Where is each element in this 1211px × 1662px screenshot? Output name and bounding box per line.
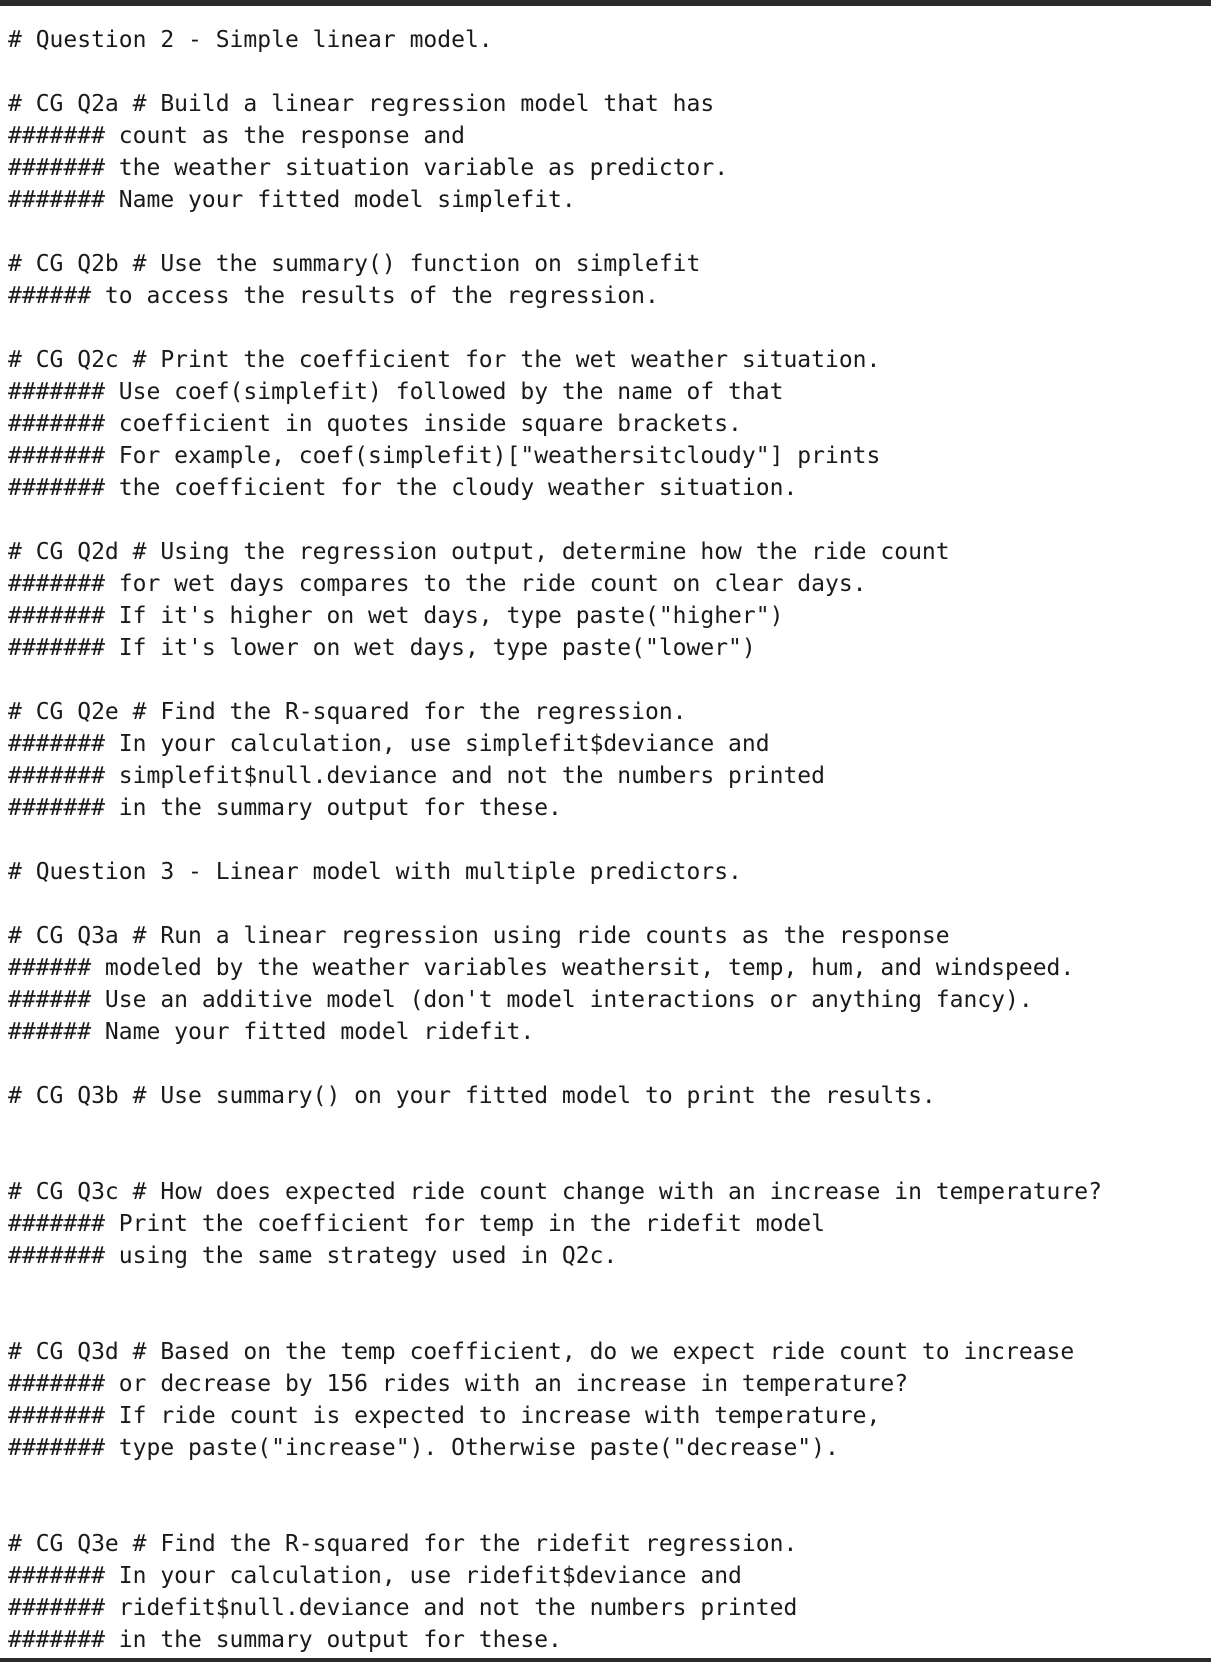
code-line[interactable]: ####### count as the response and [8,123,465,149]
code-line[interactable]: ####### type paste("increase"). Otherwise paste("decrease"). [8,1435,839,1461]
code-line[interactable]: # CG Q3c # How does expected ride count change with an increase in temperature? [8,1179,1102,1205]
code-line[interactable]: ####### in the summary output for these. [8,795,562,821]
blank-line[interactable] [8,56,1203,88]
code-line[interactable]: # Question 3 - Linear model with multiple predictors. [8,859,742,885]
blank-line[interactable] [8,664,1203,696]
code-line[interactable]: ####### for wet days compares to the ride count on clear days. [8,571,867,597]
window-top-border [0,0,1211,6]
blank-line[interactable] [8,1048,1203,1080]
code-line[interactable]: ####### coefficient in quotes inside square brackets. [8,411,742,437]
blank-line[interactable] [8,216,1203,248]
code-line[interactable]: ###### Name your fitted model ridefit. [8,1019,535,1045]
code-line[interactable]: ####### In your calculation, use ridefit$deviance and [8,1563,742,1589]
code-line[interactable]: ####### If ride count is expected to increase with temperature, [8,1403,881,1429]
blank-line[interactable] [8,1304,1203,1336]
code-line[interactable]: ####### In your calculation, use simplefit$deviance and [8,731,770,757]
code-line[interactable]: ####### simplefit$null.deviance and not the numbers printed [8,763,825,789]
code-line[interactable]: # CG Q2b # Use the summary() function on simplefit [8,251,701,277]
blank-line[interactable] [8,1272,1203,1304]
code-line[interactable]: ####### in the summary output for these. [8,1627,562,1653]
blank-line[interactable] [8,504,1203,536]
code-line[interactable]: # CG Q2a # Build a linear regression model that has [8,91,715,117]
code-line[interactable]: ###### to access the results of the regression. [8,283,659,309]
code-line[interactable]: ####### Name your fitted model simplefit. [8,187,576,213]
blank-line[interactable] [8,312,1203,344]
blank-line[interactable] [8,1464,1203,1496]
code-line[interactable]: ####### ridefit$null.deviance and not the numbers printed [8,1595,798,1621]
code-line[interactable]: # Question 2 - Simple linear model. [8,27,493,53]
code-editor[interactable] [8,24,1203,1654]
blank-line[interactable] [8,824,1203,856]
code-line[interactable]: ####### Use coef(simplefit) followed by the name of that [8,379,784,405]
code-line[interactable]: # CG Q2c # Print the coefficient for the wet weather situation. [8,347,881,373]
code-line[interactable]: # CG Q3e # Find the R-squared for the ridefit regression. [8,1531,798,1557]
code-line[interactable]: # CG Q2d # Using the regression output, determine how the ride count [8,539,950,565]
blank-line[interactable] [8,1496,1203,1528]
code-line[interactable]: ###### modeled by the weather variables weathersit, temp, hum, and windspeed. [8,955,1075,981]
code-line[interactable]: ####### If it's lower on wet days, type paste("lower") [8,635,756,661]
code-line[interactable]: # CG Q3d # Based on the temp coefficient, do we expect ride count to increase [8,1339,1075,1365]
code-line[interactable]: ###### Use an additive model (don't model interactions or anything fancy). [8,987,1033,1013]
code-line[interactable]: ####### For example, coef(simplefit)["weathersitcloudy"] prints [8,443,881,469]
blank-line[interactable] [8,1144,1203,1176]
code-line[interactable]: # CG Q2e # Find the R-squared for the regression. [8,699,687,725]
code-line[interactable]: ####### the coefficient for the cloudy weather situation. [8,475,798,501]
code-line[interactable]: ####### Print the coefficient for temp in the ridefit model [8,1211,825,1237]
code-line[interactable]: ####### If it's higher on wet days, type paste("higher") [8,603,784,629]
code-line[interactable]: ####### or decrease by 156 rides with an increase in temperature? [8,1371,909,1397]
code-line[interactable]: # CG Q3a # Run a linear regression using ride counts as the response [8,923,950,949]
blank-line[interactable] [8,888,1203,920]
window-bottom-border [0,1658,1211,1662]
code-line[interactable]: ####### the weather situation variable as predictor. [8,155,729,181]
code-line[interactable]: ####### using the same strategy used in Q2c. [8,1243,618,1269]
blank-line[interactable] [8,1112,1203,1144]
code-line[interactable]: # CG Q3b # Use summary() on your fitted model to print the results. [8,1083,936,1109]
